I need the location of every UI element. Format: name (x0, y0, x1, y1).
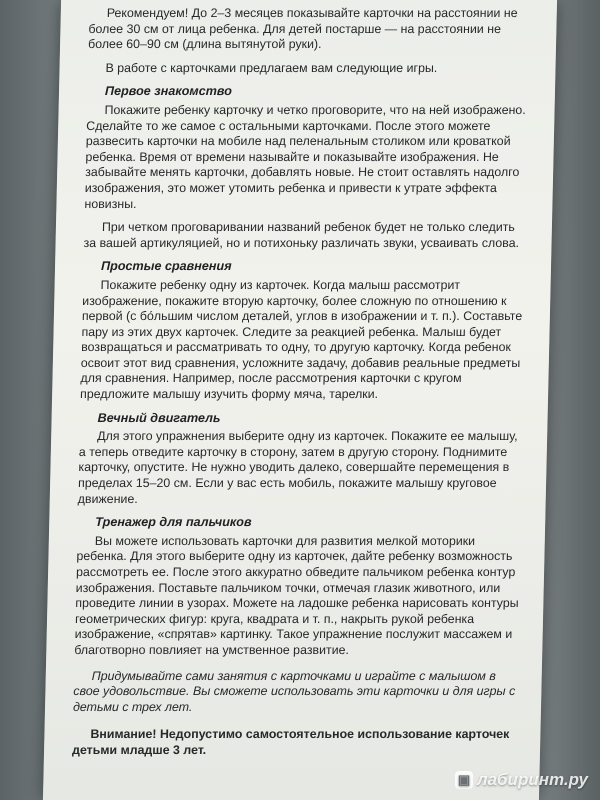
sheet-content (72, 6, 535, 759)
section-paragraph: Покажите ребенку карточку и четко проговорите, что на ней изображено. Сделайте то же самое с остальными карточками. После этого можете развесить карточки на мобиле над пеленальным столиком или кроваткой ребенка. Время от времени называйте и показывайте изображения. Не забывайте менять карточки, добавлять новые. Не стоит оставлять надолго изображения, это может утомить ребенка и привести к утрате эффекта новизны. (84, 102, 526, 211)
section-paragraph: Покажите ребенку одну из карточек. Когда малыш рассмотрит изображение, покажите вторую карточку, более сложную по отношению к первой (с бо́льшим числом деталей, углов в изображении и т. п.). Составьте пару из этих двух карточек. Следите за реакцией ребенка. Малыш будет возвращаться и рассматривать то одну, то другую карточку. Когда ребенок освоит этот вид сравнения, усложните задачу, добавив реальные предметы для сравнения. Например, после рассмотрения карточки с кругом предложите малышу изучить форму мяча, тарелки. (79, 277, 523, 402)
section-title-finger-trainer: Тренажер для пальчиков (95, 515, 252, 530)
section-paragraph: При четком проговаривании названий ребенок будет не только следить за вашей артикуляцией, но и потихоньку различать звуки, усваивать слова. (83, 220, 520, 250)
watermark-text: лабиринт.ру (477, 770, 588, 789)
watermark (455, 770, 588, 790)
section-title-first-acquaintance: Первое знакомство (104, 84, 233, 99)
warning-text: Внимание! Недопустимо самостоятельное использование карточек детьми младше 3 лет. (71, 727, 510, 757)
instruction-sheet (43, 0, 557, 800)
section-title-simple-comparisons: Простые сравнения (100, 259, 232, 274)
section-title-perpetual-motion: Вечный двигатель (97, 410, 221, 425)
section-paragraph: Для этого упражнения выберите одну из карточек. Покажите ее малышу, а теперь отведите карточку в сторону, затем в другую сторону. Поднимите карточку, опустите. Не нужно уводить далеко, совершайте перемещения в пределах 15–20 см. Если у вас есть мобиль, покажите малышу круговое движение. (77, 429, 518, 506)
section-paragraph: Вы можете использовать карточки для развития мелкой моторики ребенка. Для этого выберите одну из карточек, дайте ребенку возможность рассмотреть ее. После этого аккуратно обведите пальчиком ребенка контур изображения. Поставьте пальчиком точки, отмечая глазик животного, или проведите линии в узорах. Можете на ладошке ребенка нарисовать контуры геометрических фигур: круга, квадрата и т. п., накрыть рукой ребенка изображение, «спрятав» картинку. Такое упражнение послужит массажем и благотворно повлияет на умственное развитие. (74, 533, 519, 657)
labirint-logo-icon: ▣ (455, 771, 473, 789)
intro-paragraph: Рекомендуем! До 2–3 месяцев показывайте карточки на расстоянии не более 30 см от лица ребенка. Для детей постарше — на расстоянии не более 60–90 см (длина вытянутой руки). (87, 6, 518, 52)
intro-games-line: В работе с карточками предлагаем вам следующие игры. (105, 60, 438, 75)
closing-note: Придумывайте сами занятия с карточками и играйте с малышом в свое удовольствие. Вы сможете использовать эти карточки и для игры с детьми с трех лет. (72, 668, 516, 714)
